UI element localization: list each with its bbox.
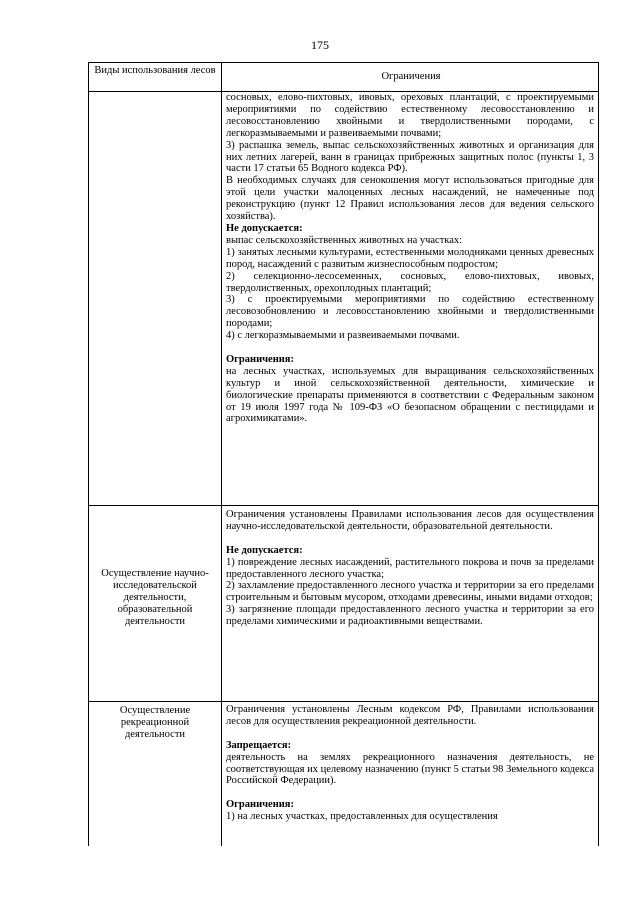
- paragraph: 1) занятых лесными культурами, естественными молодняками ценных древесных пород, насаждений с развитым жизнеспособным подростом;: [226, 246, 594, 270]
- paragraph: 3) загрязнение площади предоставленного лесного участка и территории за его пределами химическими и радиоактивными веществами.: [226, 604, 594, 628]
- paragraph-gap: [226, 728, 594, 740]
- paragraph: деятельность на землях рекреационного назначения деятельность, не соответствующая их целевому назначению (пункт 5 статьи 98 Земельного кодекса Российской Федерации).: [226, 751, 594, 787]
- paragraph: Ограничения установлены Правилами использования лесов для осуществления научно-исследовательской деятельности, образовательной деятельности.: [226, 509, 594, 532]
- row-1-restrictions: [226, 509, 594, 699]
- column-divider: [221, 63, 222, 846]
- paragraph: 1) повреждение лесных насаждений, растительного покрова и почв за пределами предоставленного лесного участка;: [226, 556, 594, 580]
- restrictions-table: [88, 62, 599, 846]
- section-heading: Не допускается:: [226, 222, 303, 234]
- row-2-usage: Осуществление рекреационной деятельности: [119, 705, 191, 740]
- paragraph: сосновых, елово-пихтовых, ивовых, ореховых плантаций, с проектируемыми мероприятиями по содействию естественному лесовосстановлению и лесовосстановлению хвойными и твердолиственными породами, с легкоразмываемыми и развеиваемыми почвами;: [226, 92, 594, 139]
- paragraph: на лесных участках, используемых для выращивания сельскохозяйственных культур и иной сельскохозяйственной деятельности, химические и биологические препараты применяются в соответствии с Федеральным законом от 19 июля 1997 года № 109-ФЗ «О безопасном обращении с пестицидами и агрохимикатами».: [226, 365, 594, 425]
- page-number: 175: [311, 38, 329, 52]
- section-heading: Не допускается:: [226, 544, 303, 556]
- paragraph-gap: [226, 533, 594, 545]
- header-restrictions: Ограничения: [381, 71, 441, 82]
- row-1-usage: Осуществление научно-исследовательской деятельности, образовательной деятельности: [101, 568, 209, 627]
- paragraph: 3) с проектируемыми мероприятиями по содействию естественному лесовозобновлению и лесовосстановлению хвойными и твердолиственными породами;: [226, 294, 594, 330]
- paragraph: 2) селекционно-лесосеменных, сосновых, елово-пихтовых, ивовых, твердолиственных, орехоплодных плантаций;: [226, 270, 594, 294]
- paragraph-gap: [226, 787, 594, 799]
- row-2-restrictions: [226, 704, 594, 845]
- paragraph: В необходимых случаях для сенокошения могут использоваться пригодные для этой цели участки малоценных лесных насаждений, не намеченные под реконструкцию (пункт 12 Правил использования лесов для ведения сельского хозяйства).: [226, 175, 594, 223]
- section-heading: Запрещается:: [226, 739, 292, 751]
- row-divider-2: [89, 701, 598, 702]
- paragraph: 3) распашка земель, выпас сельскохозяйственных животных и организация для них летних лагерей, ванн в границах прибрежных защитных полос (пункты 1, 3 части 17 статьи 65 Водного кодекса РФ).: [226, 139, 594, 175]
- header-usage: Виды использования лесов: [94, 65, 216, 76]
- paragraph: 4) с легкоразмываемыми и развеиваемыми почвами.: [226, 330, 460, 342]
- paragraph: выпас сельскохозяйственных животных на участках:: [226, 234, 463, 246]
- section-heading: Ограничения:: [226, 799, 294, 811]
- paragraph: 2) захламление предоставленного лесного участка и территории за его пределами строительным и бытовым мусором, отходами древесины, иными видами отходов;: [226, 580, 594, 604]
- row-0-restrictions: [226, 92, 594, 500]
- paragraph: 1) на лесных участках, предоставленных для осуществления: [226, 811, 498, 823]
- section-heading: Ограничения:: [226, 353, 294, 365]
- paragraph: Ограничения установлены Лесным кодексом РФ, Правилами использования лесов для осуществления рекреационной деятельности.: [226, 704, 594, 727]
- row-divider-1: [89, 505, 598, 506]
- paragraph-gap: [226, 342, 594, 354]
